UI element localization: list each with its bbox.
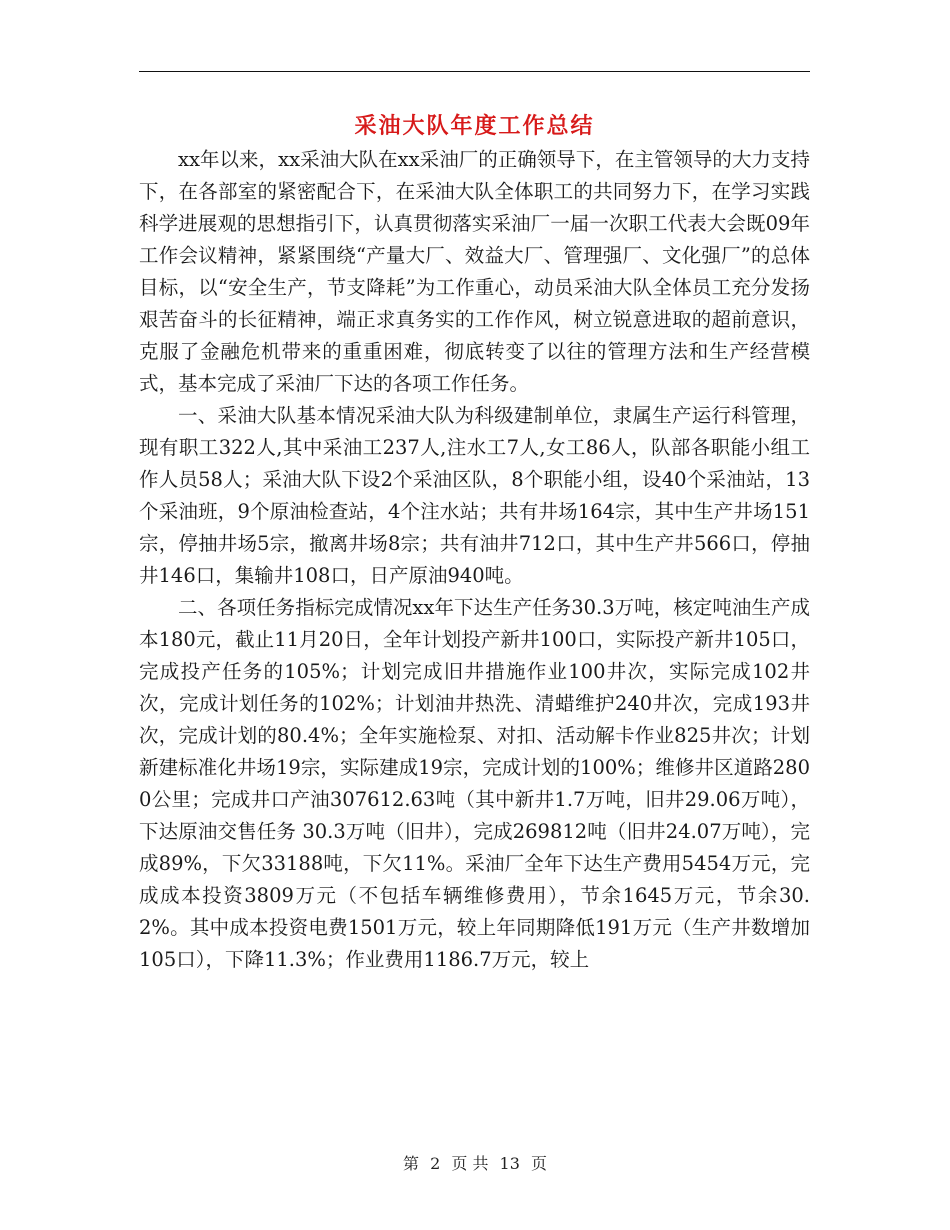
document-title: 采油大队年度工作总结 xyxy=(354,113,595,139)
paragraph-intro: xx年以来，xx采油大队在xx采油厂的正确领导下，在主管领导的大力支持下，在各部室的紧密配合下，在采油大队全体职工的共同努力下，在学习实践科学进展观的思想指引下，认真贯彻落实采油厂一届一次职工代表大会既09年工作会议精神，紧紧围绕“产量大厂、效益大厂、管理强厂、文化强厂”的总体目标，以“安全生产，节支降耗”为工作重心，动员采油大队全体员工充分发扬艰苦奋斗的长征精神，端正求真务实的工作作风，树立锐意进取的超前意识，克服了金融危机带来的重重困难，彻底转变了以往的管理方法和生产经营模式，基本完成了采油厂下达的各项工作任务。 xyxy=(139,148,810,395)
footer-prefix: 第 xyxy=(402,1154,419,1173)
footer-page-total: 13 xyxy=(499,1154,520,1173)
footer-suffix: 页 xyxy=(531,1154,548,1173)
document-body xyxy=(139,144,810,976)
footer-middle: 页 共 xyxy=(451,1154,489,1173)
page-footer xyxy=(0,1150,950,1178)
paragraph-basic-info: 一、采油大队基本情况采油大队为科级建制单位，隶属生产运行科管理，现有职工322人,其中采油工237人,注水工7人,女工86人，队部各职能小组工作人员58人；采油大队下设2个采油区队，8个职能小组，设40个采油站，13个采油班，9个原油检查站，4个注水站；共有井场164宗，其中生产井场151宗，停抽井场5宗，撤离井场8宗；共有油井712口，其中生产井566口，停抽井146口，集输井108口，日产原油940吨。 xyxy=(139,404,810,587)
header-rule xyxy=(139,71,810,72)
footer-page-current: 2 xyxy=(430,1154,441,1173)
paragraph-task-completion: 二、各项任务指标完成情况xx年下达生产任务30.3万吨，核定吨油生产成本180元，截止11月20日，全年计划投产新井100口，实际投产新井105口，完成投产任务的105%；计划完成旧井措施作业100井次，实际完成102井次，完成计划任务的102%；计划油井热洗、清蜡维护240井次，完成193井次，完成计划的80.4%；全年实施检泵、对扣、活动解卡作业825井次；计划新建标准化井场19宗，实际建成19宗，完成计划的100%；维修井区道路2800公里；完成井口产油307612.63吨（其中新井1.7万吨，旧井29.06万吨），下达原油交售任务 30.3万吨（旧井），完成269812吨（旧井24.07万吨），完成89%，下欠33188吨，下欠11%。采油厂全年下达生产费用5454万元，完成成本投资3809万元（不包括车辆维修费用），节余1645万元，节余30.2%。其中成本投资电费1501万元，较上年同期降低191万元（生产井数增加105口），下降11.3%；作业费用1186.7万元，较上 xyxy=(139,596,810,971)
